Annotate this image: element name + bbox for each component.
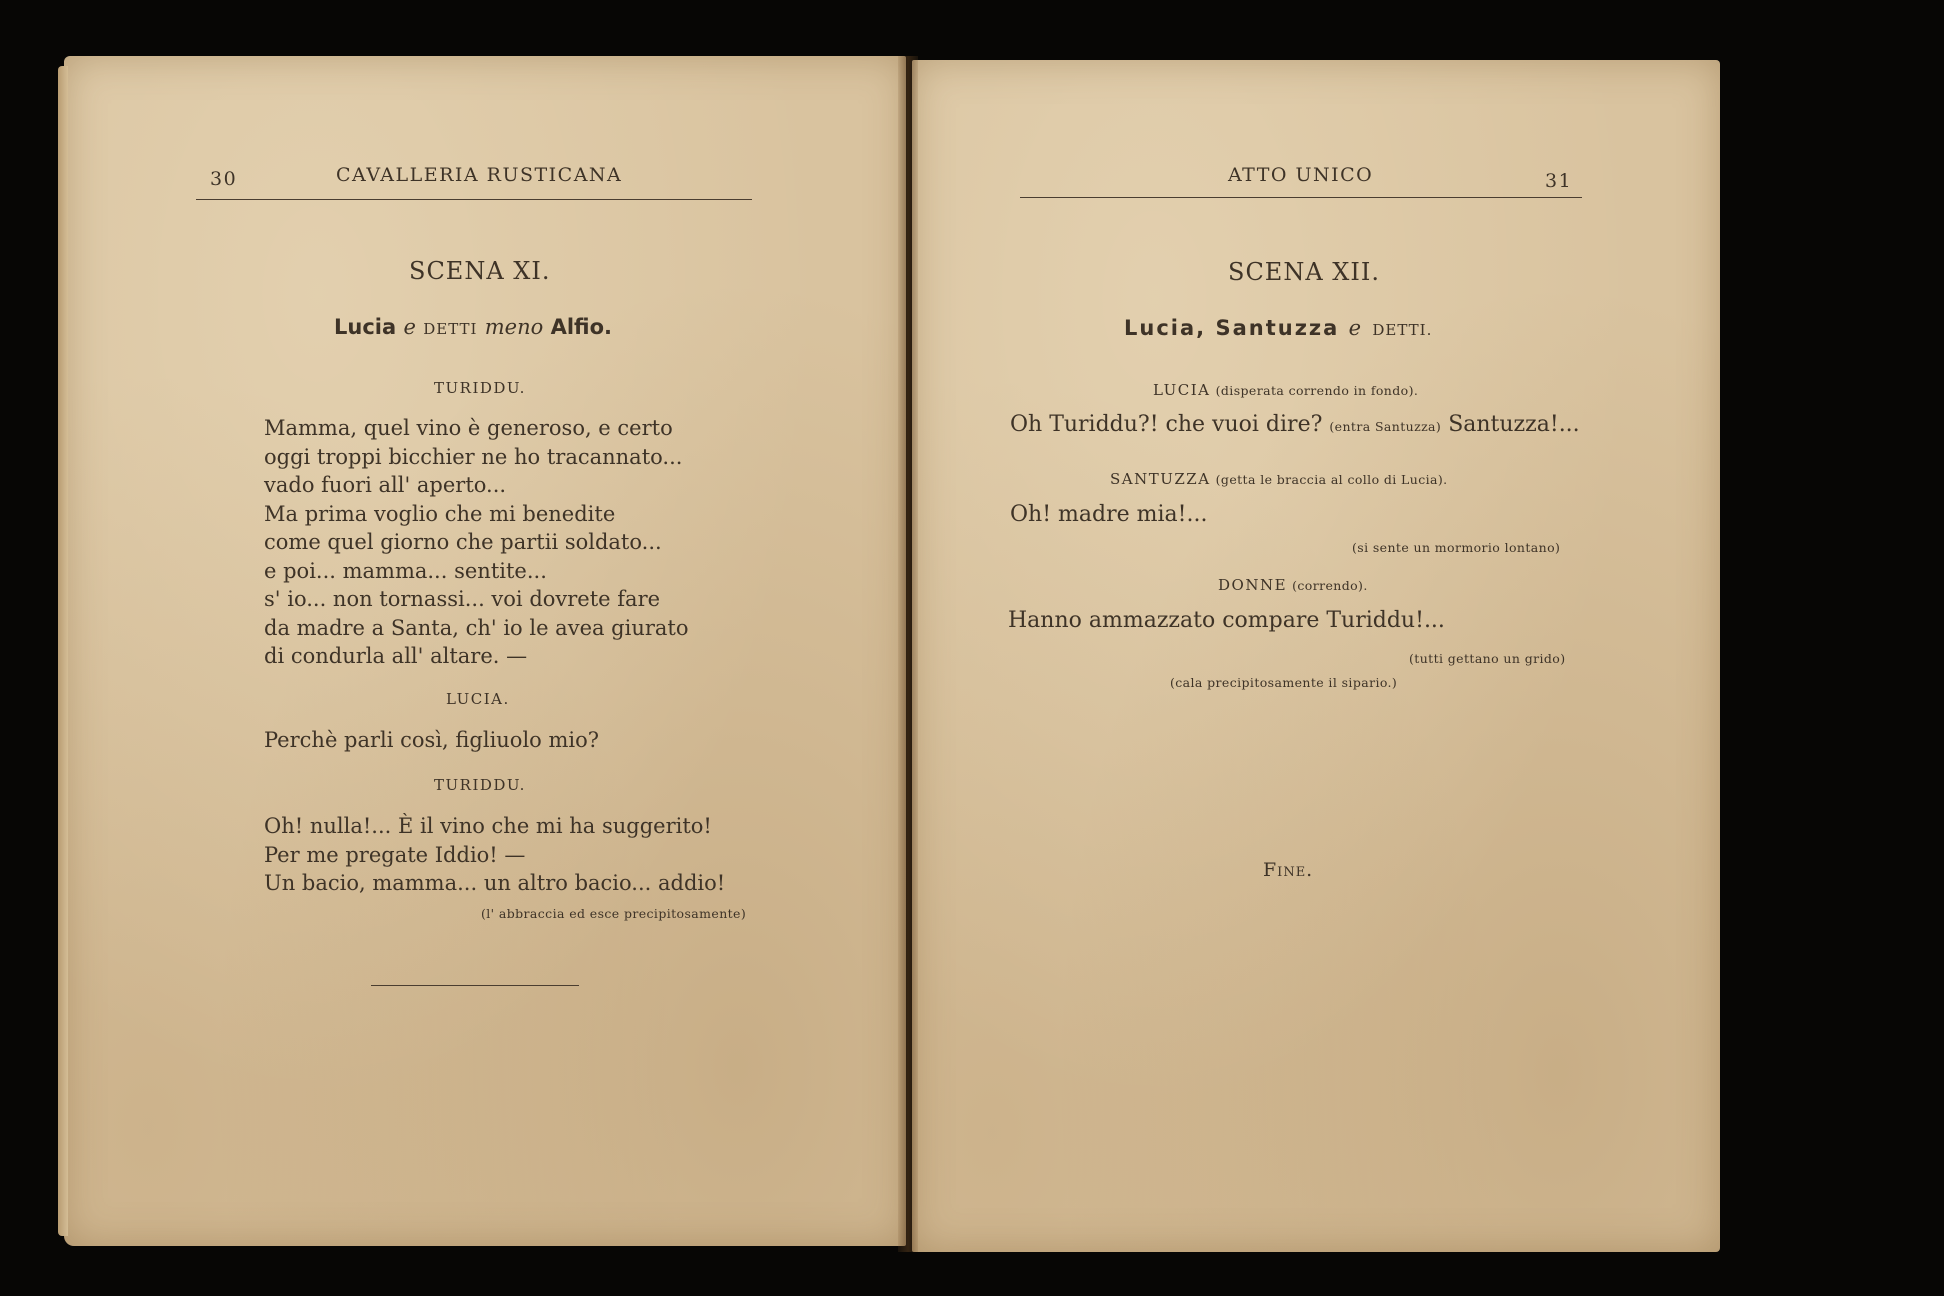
verse-line: Per me pregate Iddio! —	[264, 842, 526, 867]
speaker-turiddu: TURIDDU.	[434, 379, 526, 397]
cast-line-scene-xii	[1124, 316, 1432, 340]
verse-block	[264, 414, 689, 671]
cast-name-lucia: Lucia	[334, 315, 397, 339]
speaker-line-donne	[1218, 575, 1368, 594]
cast-group: DETTI	[423, 320, 478, 338]
cast-conjunction: e	[1348, 316, 1364, 340]
curtain-direction: (cala precipitosamente il sipario.)	[1170, 675, 1398, 690]
speaker-name: SANTUZZA	[1110, 470, 1211, 488]
speaker-direction: (disperata correndo in fondo).	[1215, 383, 1419, 398]
dialogue-line-lucia	[1010, 412, 1580, 437]
verse-line: vado fuori all' aperto...	[264, 473, 507, 497]
inline-stage-direction: (entra Santuzza)	[1329, 419, 1442, 434]
cast-line-scene-xi	[334, 315, 612, 339]
stage-direction: (tutti gettano un grido)	[1409, 651, 1566, 666]
cast-name-lucia: Lucia,	[1124, 316, 1207, 340]
right-header-rule	[1020, 197, 1582, 198]
right-page	[912, 60, 1720, 1252]
cast-name-alfio: Alfio.	[550, 315, 612, 339]
cast-conjunction: e	[403, 315, 416, 339]
dialogue-line-donne: Hanno ammazzato compare Turiddu!...	[1008, 608, 1445, 633]
speaker-lucia: LUCIA.	[446, 690, 510, 708]
verse-line: s' io... non tornassi... voi dovrete fare	[264, 587, 661, 611]
verse-block	[264, 812, 725, 898]
verse-line: di condurla all' altare. —	[264, 644, 528, 668]
speaker-name: DONNE	[1218, 576, 1288, 594]
speaker-name: LUCIA	[1153, 381, 1211, 399]
right-running-head: ATTO UNICO	[1228, 164, 1374, 186]
stage-direction: (si sente un mormorio lontano)	[1352, 540, 1561, 555]
stage-direction: (l' abbraccia ed esce precipitosamente)	[481, 906, 747, 921]
verse-line: Ma prima voglio che mi benedite	[264, 501, 616, 526]
verse-line: oggi troppi bicchier ne ho tracannato...	[264, 444, 683, 469]
dialogue-line-santuzza: Oh! madre mia!...	[1010, 502, 1208, 527]
speaker-line-santuzza	[1110, 469, 1448, 488]
dialogue-text: Oh Turiddu?! che vuoi dire?	[1010, 412, 1323, 437]
verse-block	[264, 726, 599, 755]
dialogue-text: Santuzza!...	[1448, 412, 1580, 437]
verse-line: Perchè parli così, figliuolo mio?	[264, 728, 600, 752]
end-of-scene-rule	[371, 985, 579, 986]
cast-group: DETTI.	[1372, 321, 1433, 339]
scene-title-xii: SCENA XII.	[1228, 258, 1380, 286]
verse-line: e poi... mamma... sentite...	[264, 558, 547, 583]
verse-line: Oh! nulla!... È il vino che mi ha suggerito!	[264, 814, 712, 838]
cast-name-santuzza: Santuzza	[1215, 316, 1340, 340]
scene-title-xi: SCENA XI.	[409, 257, 551, 285]
speaker-line-lucia	[1153, 380, 1418, 399]
speaker-direction: (correndo).	[1292, 578, 1368, 593]
left-header-rule	[196, 199, 752, 200]
verse-line: Mamma, quel vino è generoso, e certo	[264, 416, 673, 440]
speaker-turiddu: TURIDDU.	[434, 776, 526, 794]
right-page-number: 31	[1545, 170, 1573, 192]
end-word: Fine.	[1263, 859, 1314, 881]
book-gutter	[898, 56, 918, 1252]
verse-line: da madre a Santa, ch' io le avea giurato	[264, 615, 689, 640]
verse-line: come quel giorno che partii soldato...	[264, 530, 662, 554]
left-page-number: 30	[210, 168, 238, 190]
left-running-head: CAVALLERIA RUSTICANA	[336, 164, 623, 186]
speaker-direction: (getta le braccia al collo di Lucia).	[1215, 472, 1448, 487]
cast-minus: meno	[484, 315, 544, 339]
verse-line: Un bacio, mamma... un altro bacio... addio!	[264, 871, 726, 895]
